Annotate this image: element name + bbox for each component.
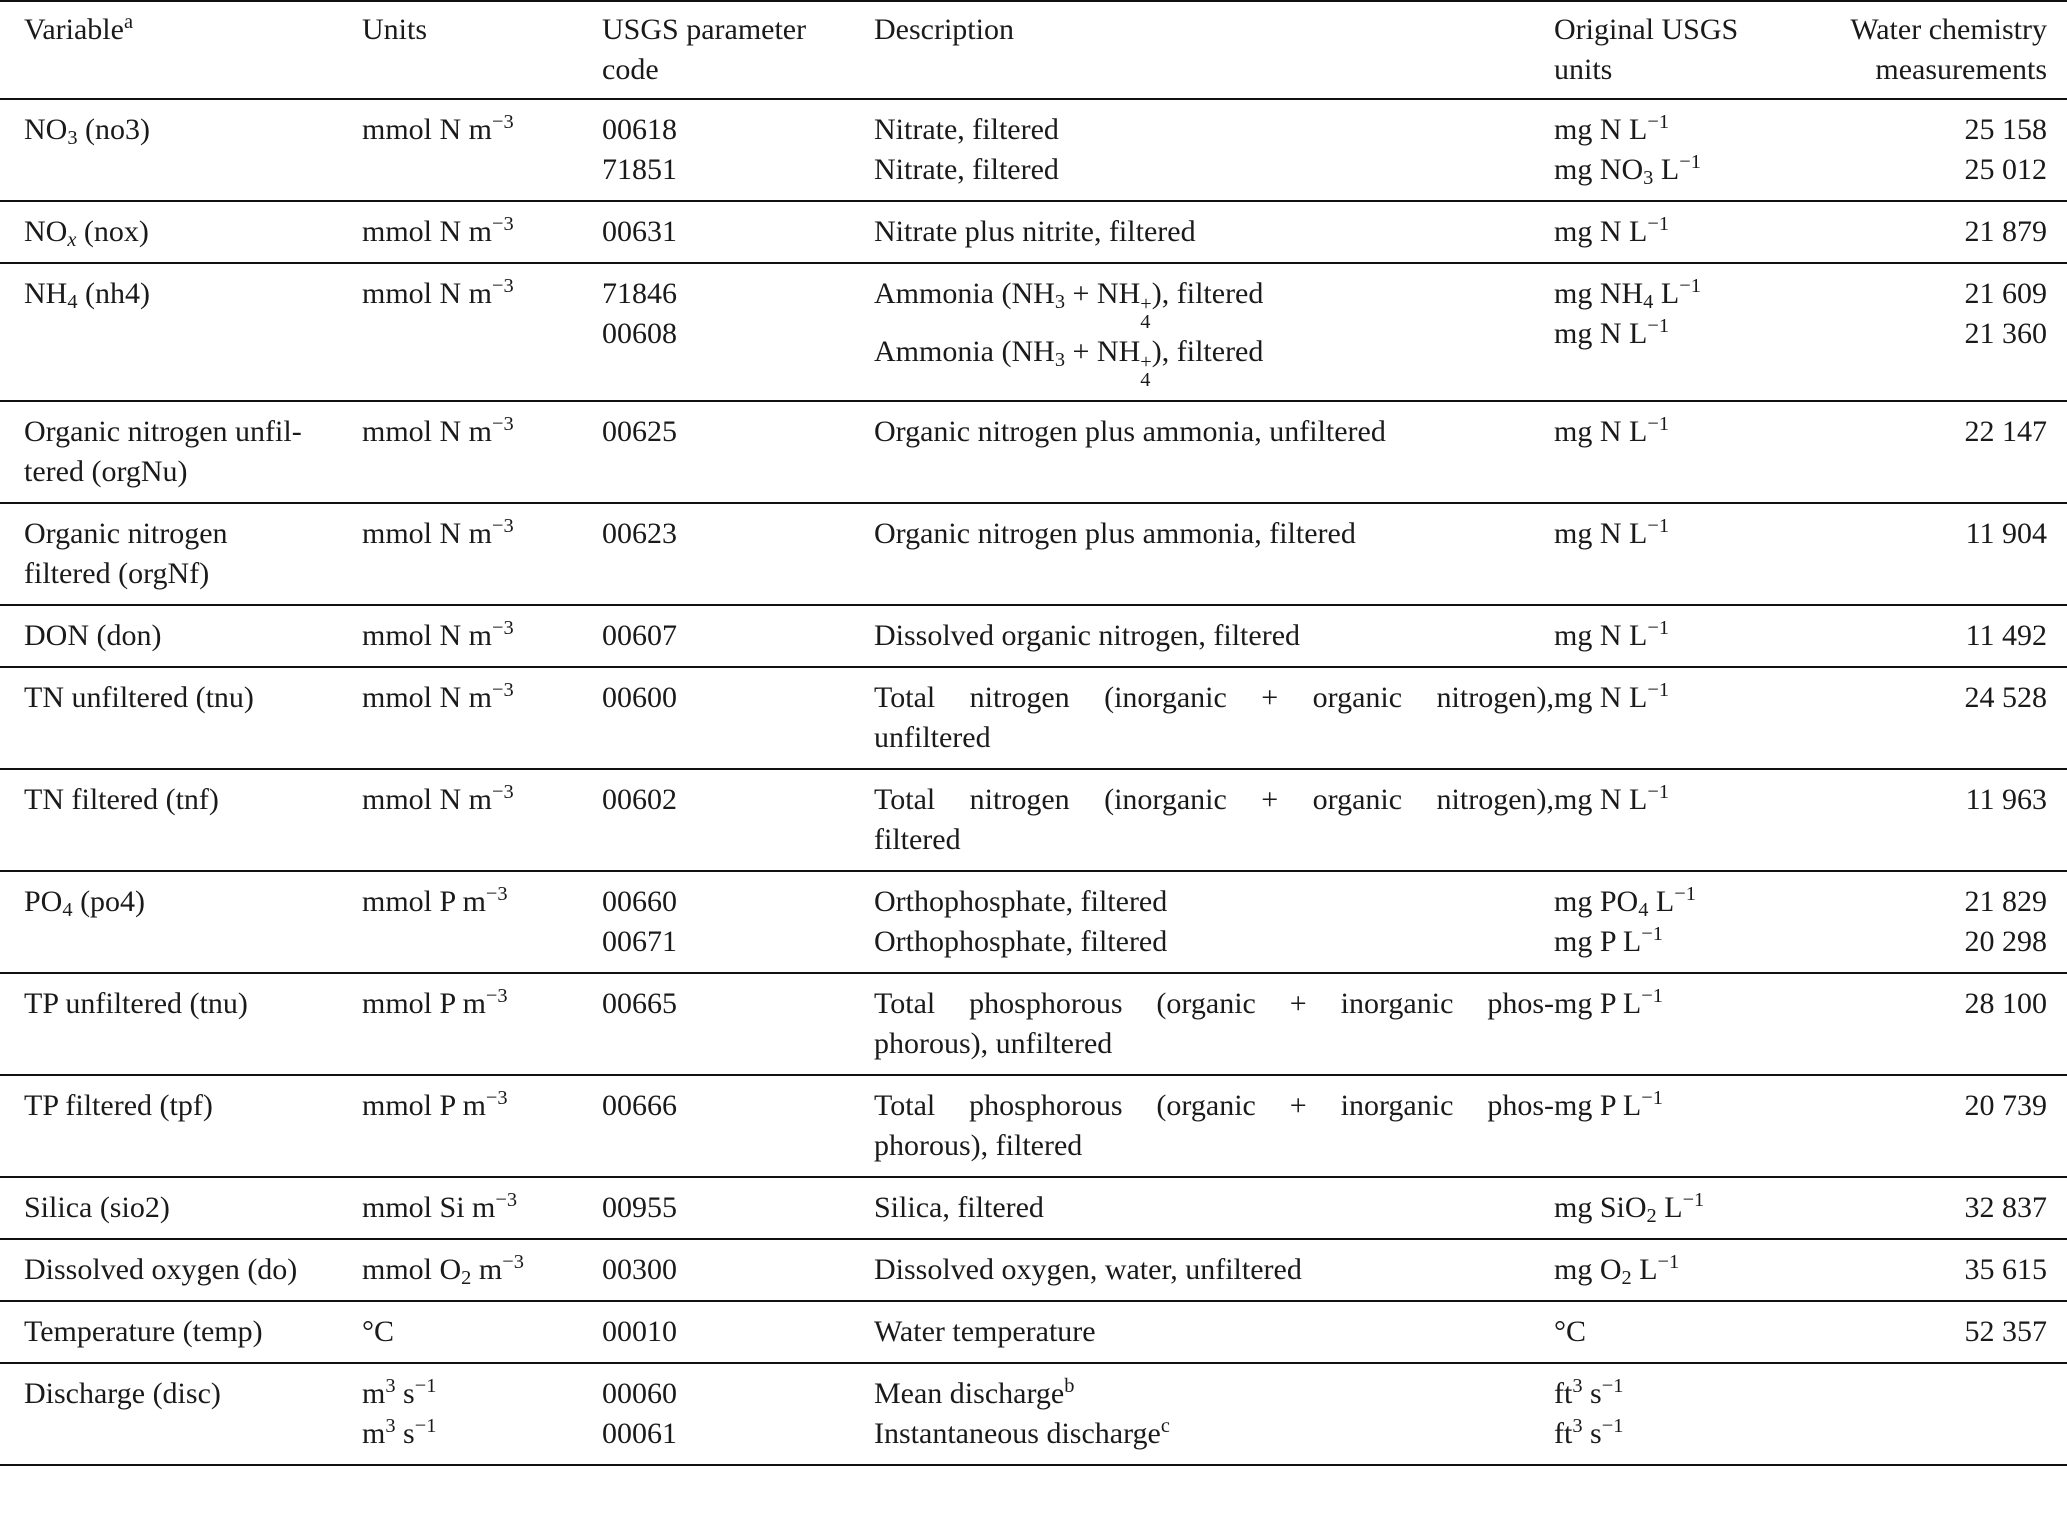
original-units-cell: mg P $L^{-1}$: [1554, 1086, 1663, 1122]
table-row-nox: [0, 202, 2067, 264]
code-cell: 00631: [602, 215, 677, 248]
units-cell: mmol N $m^{-3}$: [362, 274, 514, 310]
original-units-cell: $ft^3$ $s^{-1}$ $ft^3$ $s^{-1}$: [1554, 1374, 1624, 1450]
units-cell: mmol N $m^{-3}$: [362, 110, 514, 146]
table-row-disc: [0, 1364, 2067, 1466]
units-cell: mmol $O_2$ $m^{-3}$: [362, 1250, 524, 1289]
original-units-cell: mg N $L^{-1}$ mg $NO_3$ $L^{-1}$: [1554, 110, 1701, 190]
variable-cell: Organic nitrogen filtered (orgNf): [24, 516, 228, 590]
table-row-nh4: [0, 264, 2067, 402]
description-cell: Ammonia ($NH_3$ + NH + 4 ), filtered Ammonia ($NH_3$ + NH + 4 ), filtered: [874, 277, 1264, 392]
description-cell: Total nitrogen (inorganic + organic nitrogen), filtered: [874, 782, 1554, 856]
original-units-cell: mg N $L^{-1}$: [1554, 212, 1670, 248]
variable-cell: $NO_x$ (nox): [24, 215, 149, 252]
variable-cell: TN unfiltered (tnu): [24, 680, 254, 714]
table-row-tnu: [0, 668, 2067, 770]
table-row-no3: [0, 100, 2067, 202]
measurements-cell: 21 879: [1964, 215, 2047, 248]
original-units-cell: mg $O_2$ $L^{-1}$: [1554, 1250, 1680, 1289]
measurements-cell: 52 357: [1964, 1314, 2047, 1348]
code-cell: 00607: [602, 618, 677, 652]
original-units-cell: mg N $L^{-1}$: [1554, 412, 1670, 448]
units-cell: mmol N $m^{-3}$: [362, 412, 514, 448]
original-units-cell: mg $PO_4$ $L^{-1}$ mg P $L^{-1}$: [1554, 882, 1696, 958]
code-cell: 00060 00061: [602, 1376, 677, 1450]
table-header-row: [0, 2, 2067, 100]
description-cell: Mean discharge$^b$ Instantaneous discharge$^c$: [874, 1374, 1170, 1450]
units-cell: mmol N $m^{-3}$: [362, 678, 514, 714]
table-row-tpu: [0, 974, 2067, 1076]
code-cell: 00010: [602, 1314, 677, 1348]
variable-cell: $PO_4$ (po4): [24, 884, 146, 921]
table-row-sio2: [0, 1178, 2067, 1240]
original-units-cell: mg N $L^{-1}$: [1554, 616, 1670, 652]
table-row-temp: [0, 1302, 2067, 1364]
measurements-cell: 11 963: [1965, 782, 2047, 816]
description-cell: Total nitrogen (inorganic + organic nitrogen), unfiltered: [874, 680, 1554, 754]
measurements-cell: 20 739: [1964, 1088, 2047, 1122]
description-cell: Total phosphorous (organic + inorganic phos- phorous), filtered: [874, 1088, 1554, 1162]
measurements-cell: 24 528: [1964, 680, 2047, 714]
variable-cell: $NH_4$ (nh4): [24, 277, 151, 314]
variable-cell: TP unfiltered (tnu): [24, 986, 248, 1020]
original-units-cell: mg P $L^{-1}$: [1554, 984, 1663, 1020]
variable-cell: $NO_3$ (no3): [24, 113, 151, 150]
code-cell: 00300: [602, 1252, 677, 1286]
measurements-cell: 21 609 21 360: [1964, 277, 2047, 350]
table-row-orgnu: [0, 402, 2067, 504]
original-units-cell: mg N $L^{-1}$: [1554, 514, 1670, 550]
measurements-cell: 28 100: [1964, 986, 2047, 1020]
units-cell: °C: [362, 1314, 395, 1348]
measurements-cell: 25 158 25 012: [1964, 113, 2047, 186]
code-cell: 00625: [602, 414, 677, 448]
variable-cell: Organic nitrogen unfil- tered (orgNu): [24, 414, 302, 488]
units-cell: mmol P $m^{-3}$: [362, 882, 508, 918]
variable-cell: TN filtered (tnf): [24, 782, 219, 816]
original-units-cell: mg SiO$_2$ $L^{-1}$: [1554, 1188, 1705, 1227]
units-cell: mmol N $m^{-3}$: [362, 780, 514, 816]
measurements-cell: [1786, 1374, 2067, 1454]
table-row-tpf: [0, 1076, 2067, 1178]
units-cell: mmol Si $m^{-3}$: [362, 1188, 518, 1224]
code-cell: 00602: [602, 782, 677, 816]
original-units-cell: °C: [1554, 1314, 1587, 1348]
original-units-cell: mg N $L^{-1}$: [1554, 678, 1670, 714]
units-cell: mmol N $m^{-3}$: [362, 514, 514, 550]
header-description: Description: [874, 13, 1014, 46]
code-cell: 00666: [602, 1088, 677, 1122]
table-row-do: [0, 1240, 2067, 1302]
measurements-cell: 11 492: [1965, 618, 2047, 652]
units-cell: $m^3$ $s^{-1}$ $m^3$ $s^{-1}$: [362, 1374, 437, 1450]
description-cell: Dissolved organic nitrogen, filtered: [874, 618, 1301, 652]
table-row-don: [0, 606, 2067, 668]
description-cell: Water temperature: [874, 1314, 1096, 1348]
measurements-cell: 32 837: [1964, 1190, 2047, 1224]
measurements-cell: 11 904: [1965, 516, 2047, 550]
original-units-cell: mg $NH_4$ $L^{-1}$ mg N $L^{-1}$: [1554, 274, 1701, 350]
code-cell: 71846 00608: [602, 277, 677, 350]
original-units-cell: mg N $L^{-1}$: [1554, 780, 1670, 816]
table-row-orgnf: [0, 504, 2067, 606]
header-variable: Variable$^a$: [24, 10, 134, 46]
header-usgs-parameter-code: USGS parameter code: [602, 13, 807, 86]
description-cell: Orthophosphate, filtered Orthophosphate, filtered: [874, 884, 1168, 958]
description-cell: Organic nitrogen plus ammonia, filtered: [874, 516, 1356, 550]
variable-cell: Temperature (temp): [24, 1314, 263, 1348]
header-units: Units: [362, 13, 428, 46]
units-cell: mmol N $m^{-3}$: [362, 212, 514, 248]
variable-cell: Dissolved oxygen (do): [24, 1252, 298, 1286]
code-cell: 00618 71851: [602, 113, 677, 186]
description-cell: Dissolved oxygen, water, unfiltered: [874, 1252, 1302, 1286]
units-cell: mmol P $m^{-3}$: [362, 1086, 508, 1122]
units-cell: mmol N $m^{-3}$: [362, 616, 514, 652]
units-cell: mmol P $m^{-3}$: [362, 984, 508, 1020]
code-cell: 00660 00671: [602, 884, 677, 958]
table-row-po4: [0, 872, 2067, 974]
table-row-tnf: [0, 770, 2067, 872]
measurements-cell: 35 615: [1964, 1252, 2047, 1286]
description-cell: Total phosphorous (organic + inorganic phos- phorous), unfiltered: [874, 986, 1554, 1060]
code-cell: 00623: [602, 516, 677, 550]
variable-cell: Silica (sio2): [24, 1190, 170, 1224]
header-original-usgs-units: Original USGS units: [1554, 13, 1739, 86]
code-cell: 00955: [602, 1190, 677, 1224]
header-water-chemistry-measurements: Water chemistry measurements: [1850, 13, 2047, 86]
measurements-cell: 22 147: [1964, 414, 2047, 448]
variable-cell: TP filtered (tpf): [24, 1088, 213, 1122]
description-cell: Nitrate, filtered Nitrate, filtered: [874, 113, 1059, 186]
description-cell: Silica, filtered: [874, 1190, 1044, 1224]
code-cell: 00665: [602, 986, 677, 1020]
variable-cell: DON (don): [24, 618, 162, 652]
measurements-cell: 21 829 20 298: [1964, 884, 2047, 958]
description-cell: Nitrate plus nitrite, filtered: [874, 215, 1196, 248]
description-cell: Organic nitrogen plus ammonia, unfiltered: [874, 414, 1386, 448]
variable-cell: Discharge (disc): [24, 1376, 221, 1410]
code-cell: 00600: [602, 680, 677, 714]
